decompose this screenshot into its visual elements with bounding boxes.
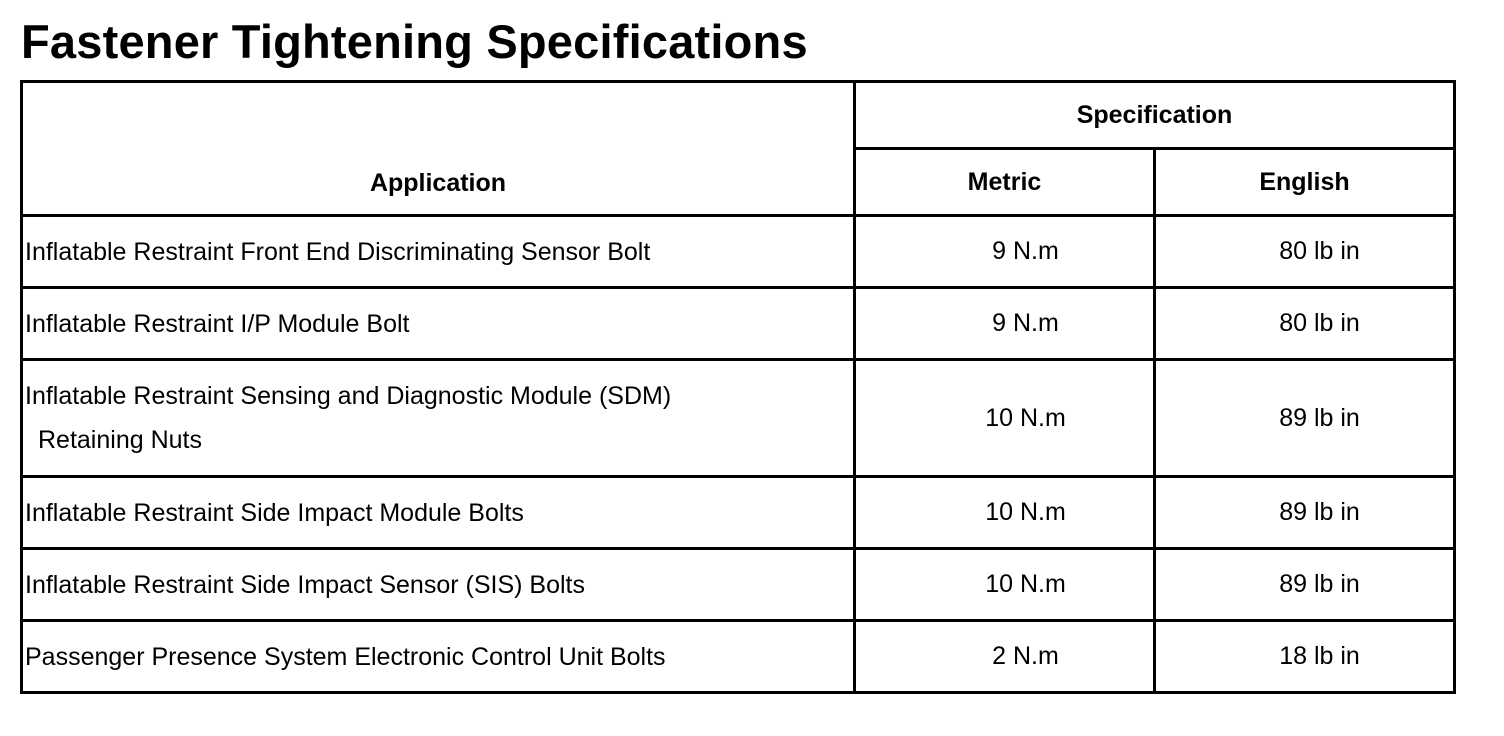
application-cell — [22, 549, 855, 621]
application-cell — [22, 288, 855, 360]
fastener-spec-table — [20, 80, 1456, 694]
application-cell — [22, 477, 855, 549]
application-text: Passenger Presence System Electronic Control Unit Bolts — [25, 642, 666, 671]
english-cell: 89 lb in — [1155, 360, 1455, 477]
column-header-english: English — [1155, 149, 1455, 216]
application-text: Inflatable Restraint Sensing and Diagnostic Module (SDM) — [25, 382, 672, 410]
english-cell: 89 lb in — [1155, 477, 1455, 549]
application-text-continued: Retaining Nuts — [38, 426, 202, 454]
metric-cell: 9 N.m — [855, 288, 1155, 360]
metric-cell: 10 N.m — [855, 549, 1155, 621]
column-header-specification: Specification — [855, 82, 1455, 149]
application-cell — [22, 360, 855, 477]
application-text: Inflatable Restraint Side Impact Module Bolts — [25, 498, 524, 527]
english-cell: 89 lb in — [1155, 549, 1455, 621]
application-text: Inflatable Restraint Side Impact Sensor (SIS) Bolts — [25, 570, 585, 599]
english-cell: 18 lb in — [1155, 621, 1455, 693]
metric-cell: 9 N.m — [855, 216, 1155, 288]
english-cell: 80 lb in — [1155, 216, 1455, 288]
table-row — [22, 549, 1455, 621]
column-header-application: Application — [22, 82, 855, 216]
metric-cell: 10 N.m — [855, 360, 1155, 477]
english-cell: 80 lb in — [1155, 288, 1455, 360]
application-cell — [22, 621, 855, 693]
metric-cell: 2 N.m — [855, 621, 1155, 693]
column-header-metric: Metric — [855, 149, 1155, 216]
table-row — [22, 621, 1455, 693]
table-row — [22, 288, 1455, 360]
application-cell — [22, 216, 855, 288]
page-title: Fastener Tightening Specifications — [21, 15, 808, 68]
application-text: Inflatable Restraint Front End Discriminating Sensor Bolt — [25, 237, 651, 266]
table-row — [22, 477, 1455, 549]
metric-cell: 10 N.m — [855, 477, 1155, 549]
application-text: Inflatable Restraint I/P Module Bolt — [25, 309, 410, 338]
header-row-top — [22, 82, 1455, 149]
table-row — [22, 360, 1455, 477]
table-row — [22, 216, 1455, 288]
